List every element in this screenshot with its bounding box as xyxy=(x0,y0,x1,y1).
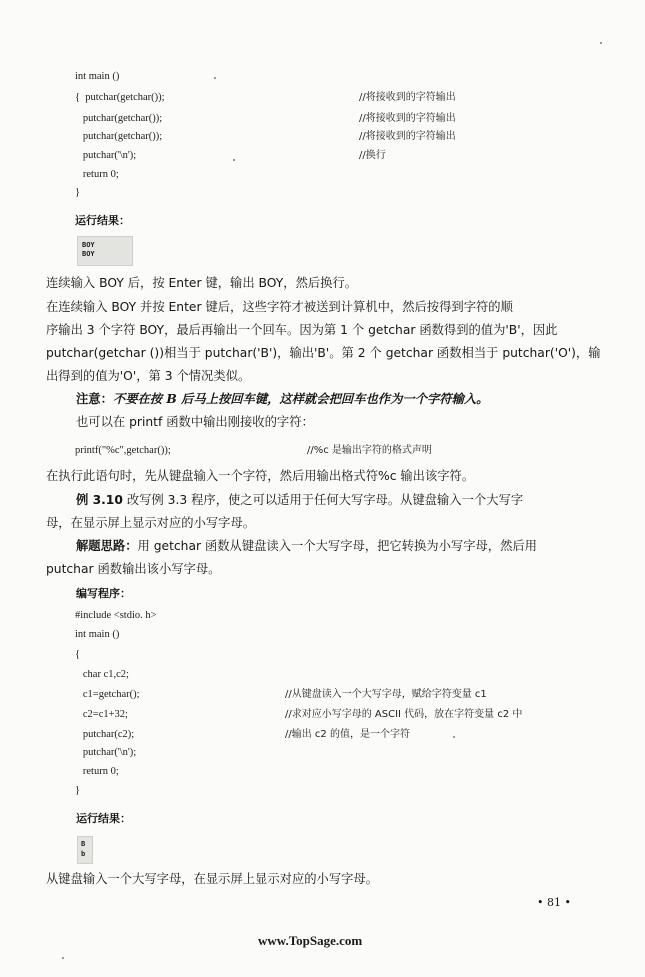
code-comment: //从键盘读入一个大写字母，赋给字符变量 c1 xyxy=(285,689,487,700)
console-line: BOY xyxy=(82,250,95,258)
code-comment: //将接收到的字符输出 xyxy=(359,113,456,124)
console-line: b xyxy=(81,850,86,858)
example-label: 例 3.10 xyxy=(76,493,123,507)
result-heading-2: 运行结果： xyxy=(76,812,131,825)
code-line: char c1,c2; xyxy=(75,669,129,680)
code-line: putchar(getchar()); xyxy=(75,131,163,142)
code-line: int main () xyxy=(75,71,120,82)
scan-speck xyxy=(453,736,455,738)
paragraph-line: 也可以在 printf 函数中输出刚接收的字符： xyxy=(76,415,314,429)
code-line: { xyxy=(75,649,81,660)
example-text: 改写例 3.3 程序，使之可以适用于任何大写字母。从键盘输入一个大写字 xyxy=(122,493,524,507)
solution-text: 用 getchar 函数从键盘读入一个大写字母，把它转换为小写字母，然后用 xyxy=(137,539,537,553)
console-output-2 xyxy=(77,836,93,864)
scan-speck xyxy=(600,42,602,44)
console-output-1 xyxy=(77,236,133,266)
code-line: return 0; xyxy=(75,766,119,777)
code-line: int main () xyxy=(75,629,120,640)
paragraph-line: 从键盘输入一个大写字母，在显示屏上显示对应的小写字母。 xyxy=(46,872,379,886)
code-line: putchar(c2); xyxy=(75,729,135,740)
code-line: #include <stdio. h> xyxy=(75,610,157,621)
code-line: putchar('\n'); xyxy=(75,150,137,161)
code-line: c1=getchar(); xyxy=(75,689,140,700)
console-line: B xyxy=(81,840,86,848)
solution-label: 解题思路： xyxy=(76,539,138,553)
result-heading-1: 运行结果： xyxy=(75,214,130,227)
code-line: printf("%c",getchar()); xyxy=(75,445,171,456)
paragraph-line: putchar 函数输出该小写字母。 xyxy=(46,562,221,576)
code-line: c2=c1+32; xyxy=(75,709,128,720)
page-number: • 81 • xyxy=(537,896,571,909)
note-label: 注意： xyxy=(76,392,113,406)
note-text: 不要在按 B 后马上按回车键，这样就会把回车也作为一个字符输入。 xyxy=(112,391,489,406)
code-line: { putchar(getchar()); xyxy=(75,92,165,103)
code-line: } xyxy=(75,187,81,198)
code-comment: //输出 c2 的值，是一个字符 xyxy=(285,729,410,740)
code-line: putchar(getchar()); xyxy=(75,113,163,124)
footer-website: www.TopSage.com xyxy=(258,933,363,948)
note xyxy=(76,391,488,407)
write-program-heading: 编写程序： xyxy=(76,587,131,600)
paragraph-line: 出得到的值为'O'，第 3 个情况类似。 xyxy=(46,369,251,383)
paragraph-line: 在连续输入 BOY 并按 Enter 键后，这些字符才被送到计算机中，然后按得到字符的顺 xyxy=(46,300,513,314)
example-line xyxy=(76,492,523,508)
paragraph-line: 母，在显示屏上显示对应的小写字母。 xyxy=(46,516,256,530)
code-line: return 0; xyxy=(75,169,119,180)
code-line: } xyxy=(75,785,81,796)
paragraph-line: 连续输入 BOY 后，按 Enter 键，输出 BOY，然后换行。 xyxy=(46,276,358,290)
solution-line xyxy=(76,538,537,554)
paragraph-line: putchar(getchar ())相当于 putchar('B')，输出'B'。第 2 个 getchar 函数相当于 putchar('O')，输 xyxy=(46,346,601,360)
code-comment: //换行 xyxy=(359,150,386,161)
code-comment: //求对应小写字母的 ASCII 代码，放在字符变量 c2 中 xyxy=(285,709,523,720)
code-comment: //%c 是输出字符的格式声明 xyxy=(307,445,432,456)
scan-speck xyxy=(62,957,64,959)
code-line: putchar('\n'); xyxy=(75,747,137,758)
scan-speck xyxy=(214,77,216,79)
console-line: BOY xyxy=(82,241,95,249)
paragraph-line: 序输出 3 个字符 BOY，最后再输出一个回车。因为第 1 个 getchar 函数得到的值为'B'，因此 xyxy=(46,323,558,337)
code-comment: //将接收到的字符输出 xyxy=(359,92,456,103)
paragraph-line: 在执行此语句时，先从键盘输入一个字符，然后用输出格式符%c 输出该字符。 xyxy=(46,469,475,483)
scan-speck xyxy=(233,159,235,161)
code-comment: //将接收到的字符输出 xyxy=(359,131,456,142)
